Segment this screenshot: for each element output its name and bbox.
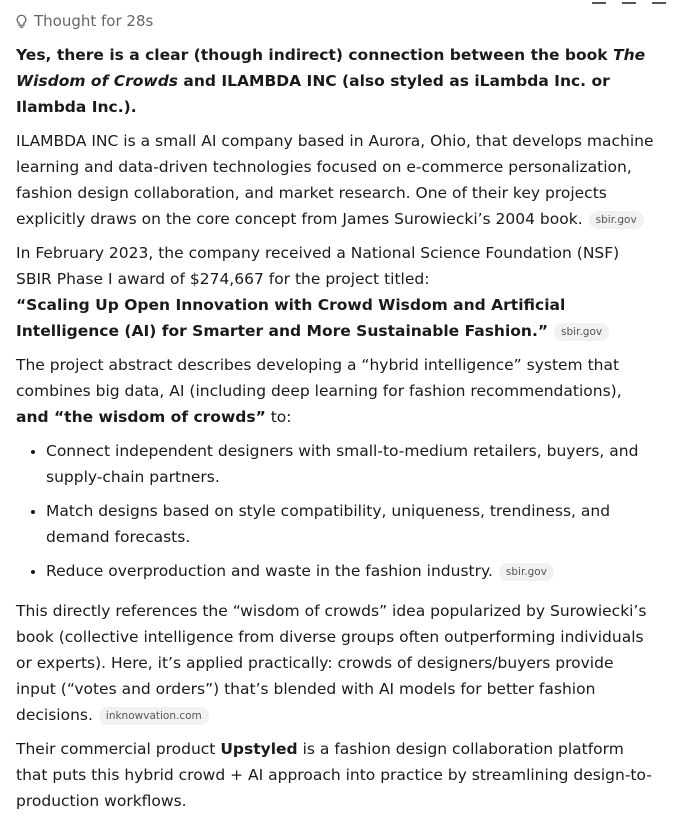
- goals-list: [16, 438, 656, 584]
- list-item: [46, 438, 656, 490]
- source-chip[interactable]: sbir.gov: [499, 563, 554, 581]
- award-paragraph: [16, 240, 656, 344]
- book-title: The Wisdom of Crowds: [16, 46, 646, 90]
- reference-text: This directly references the “wisdom of crowds” idea popularized by Surowiecki’s book (collective intelligence from diverse groups often outperforming individuals or experts). Here, it’s applied practically: crowds of designers/buyers provide input (“votes and orders”) that’s blended with AI models for better fashion decisions.: [16, 602, 647, 724]
- menu-icon[interactable]: [592, 0, 606, 4]
- intro-part2: and ILAMBDA INC (also styled as iLambda Inc. or Ilambda Inc.).: [16, 72, 610, 116]
- abstract-after: to:: [265, 408, 292, 426]
- list-item: [46, 498, 656, 550]
- product-paragraph: [16, 736, 656, 814]
- source-chip[interactable]: sbir.gov: [589, 211, 644, 229]
- source-chip[interactable]: inknowvation.com: [99, 707, 209, 725]
- thought-label: Thought for 28s: [34, 12, 154, 30]
- product-name: Upstyled: [220, 740, 298, 758]
- intro-paragraph: [16, 42, 656, 120]
- source-chip[interactable]: sbir.gov: [554, 323, 609, 341]
- reference-paragraph: [16, 598, 656, 728]
- toolbar-icons: [592, 0, 666, 4]
- product-before: Their commercial product: [16, 740, 221, 758]
- list-item-text: Reduce overproduction and waste in the fashion industry.: [46, 562, 493, 580]
- list-item: [46, 558, 656, 584]
- intro-part1: Yes, there is a clear (though indirect) connection between the book: [16, 46, 614, 64]
- list-item-text: Connect independent designers with small-to-medium retailers, buyers, and supply-chain partners.: [46, 442, 639, 486]
- thought-toggle[interactable]: [14, 8, 153, 34]
- company-paragraph: [16, 128, 656, 232]
- bookmark-icon[interactable]: [622, 0, 636, 4]
- award-text: In February 2023, the company received a National Science Foundation (NSF) SBIR Phase I award of $274,667 for the project titled:: [16, 244, 620, 288]
- abstract-bold: and “the wisdom of crowds”: [16, 408, 266, 426]
- lightbulb-icon: [14, 14, 29, 29]
- message-body: [16, 42, 656, 822]
- project-title: “Scaling Up Open Innovation with Crowd Wisdom and Artificial Intelligence (AI) for Smarter and More Sustainable Fashion.”: [16, 296, 566, 340]
- product-after: is a fashion design collaboration platform that puts this hybrid crowd + AI approach into practice by streamlining design-to-production workflows.: [16, 740, 652, 810]
- company-text: ILAMBDA INC is a small AI company based in Aurora, Ohio, that develops machine learning and data-driven technologies focused on e-commerce personalization, fashion design collaboration, and market research. One of their key projects explicitly draws on the core concept from James Surowiecki’s 2004 book.: [16, 132, 654, 228]
- more-icon[interactable]: [652, 0, 666, 4]
- abstract-text: The project abstract describes developing a “hybrid intelligence” system that combines big data, AI (including deep learning for fashion recommendations),: [16, 356, 622, 400]
- abstract-paragraph: [16, 352, 656, 430]
- list-item-text: Match designs based on style compatibility, uniqueness, trendiness, and demand forecasts.: [46, 502, 611, 546]
